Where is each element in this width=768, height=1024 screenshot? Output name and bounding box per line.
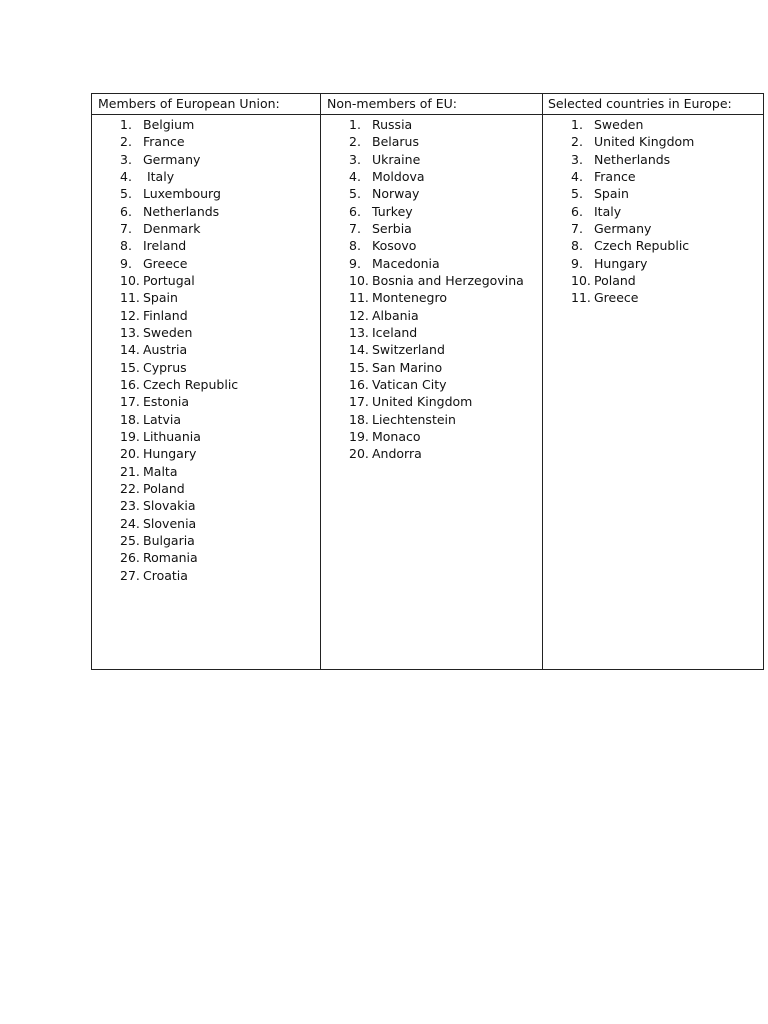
list-item-number: 19.: [349, 428, 369, 444]
list-item-number: 14.: [120, 342, 140, 358]
list-item-country: Poland: [594, 272, 636, 288]
list-item-country: Bulgaria: [143, 532, 195, 548]
list-item-number: 16.: [120, 376, 140, 392]
list-item-country: Romania: [143, 550, 198, 566]
list-item-country: Netherlands: [143, 203, 220, 219]
list-item-number: 6.: [571, 203, 583, 219]
list-item-number: 26.: [120, 550, 140, 566]
list-item-number: 25.: [120, 532, 140, 548]
list-item-number: 5.: [349, 186, 361, 202]
column-header-selected-countries: Selected countries in Europe:: [548, 96, 732, 111]
list-item-country: Germany: [594, 220, 652, 236]
list-item-country: Italy: [143, 168, 175, 184]
list-item-number: 7.: [120, 220, 132, 236]
list-item-number: 23.: [120, 498, 140, 514]
list-item-country: Albania: [372, 307, 419, 323]
list-item-country: Switzerland: [372, 342, 445, 358]
list-item-number: 20.: [120, 446, 140, 462]
list-item-number: 6.: [349, 203, 361, 219]
list-item-country: Estonia: [143, 394, 190, 410]
list-item-country: Greece: [594, 290, 639, 306]
column-divider: [320, 94, 321, 669]
countries-table: [91, 93, 764, 670]
list-item-number: 11.: [349, 290, 369, 306]
list-item-number: 2.: [120, 134, 132, 150]
list-item-country: Hungary: [594, 255, 648, 271]
list-item-country: Austria: [143, 342, 188, 358]
list-item-number: 18.: [349, 411, 369, 427]
list-item-number: 18.: [120, 411, 140, 427]
list-item-country: Sweden: [143, 324, 193, 340]
list-item-country: Moldova: [372, 168, 425, 184]
list-item-number: 8.: [349, 238, 361, 254]
list-item-number: 7.: [349, 220, 361, 236]
list-item-country: Sweden: [594, 117, 644, 132]
list-item-country: Vatican City: [372, 376, 447, 392]
list-item-number: 21.: [120, 463, 140, 479]
list-item-number: 15.: [349, 359, 369, 375]
list-item-country: Greece: [143, 255, 188, 271]
list-item-country: Bosnia and Herzegovina: [372, 272, 524, 288]
list-item-number: 11.: [571, 290, 591, 306]
list-item-country: Denmark: [143, 220, 201, 236]
list-item-country: Spain: [143, 290, 178, 306]
list-item-country: Slovakia: [143, 498, 196, 514]
list-item-number: 22.: [120, 480, 140, 496]
list-item-country: Cyprus: [143, 359, 187, 375]
list-item-country: Kosovo: [372, 238, 417, 254]
list-item-country: Belgium: [143, 117, 195, 132]
list-item-number: 8.: [571, 238, 583, 254]
list-item-number: 11.: [120, 290, 140, 306]
column-divider: [542, 94, 543, 669]
list-item-country: Serbia: [372, 220, 412, 236]
list-item-number: 24.: [120, 515, 140, 531]
list-item-number: 17.: [120, 394, 140, 410]
list-item-number: 8.: [120, 238, 132, 254]
list-item-number: 19.: [120, 428, 140, 444]
list-item-country: Poland: [143, 480, 185, 496]
list-item-number: 4.: [571, 168, 583, 184]
list-item-country: Turkey: [372, 203, 413, 219]
list-item-number: 27.: [120, 567, 140, 583]
list-item-number: 12.: [120, 307, 140, 323]
list-item-number: 1.: [349, 117, 361, 132]
list-item-country: Andorra: [372, 446, 422, 462]
list-item-country: Czech Republic: [594, 238, 690, 254]
list-item-number: 16.: [349, 376, 369, 392]
list-item-country: Liechtenstein: [372, 411, 456, 427]
list-item-country: Spain: [594, 186, 629, 202]
list-item-country: Malta: [143, 463, 178, 479]
list-item-number: 6.: [120, 203, 132, 219]
list-item-country: Ukraine: [372, 151, 421, 167]
list-item-number: 17.: [349, 394, 369, 410]
list-item-number: 10.: [349, 272, 369, 288]
list-item-country: Lithuania: [143, 428, 201, 444]
list-item-country: Portugal: [143, 272, 195, 288]
list-item-country: Montenegro: [372, 290, 448, 306]
list-item-country: Ireland: [143, 238, 187, 254]
list-item-number: 2.: [571, 134, 583, 150]
list-item-number: 9.: [571, 255, 583, 271]
list-item-country: United Kingdom: [372, 394, 473, 410]
list-item-number: 5.: [571, 186, 583, 202]
list-item-number: 2.: [349, 134, 361, 150]
list-item-country: Monaco: [372, 428, 421, 444]
list-item-country: Iceland: [372, 324, 418, 340]
list-item-country: Latvia: [143, 411, 182, 427]
list-item-country: Netherlands: [594, 151, 671, 167]
list-item-number: 20.: [349, 446, 369, 462]
list-item-country: France: [594, 168, 636, 184]
list-item-number: 1.: [571, 117, 583, 132]
list-item-number: 10.: [571, 272, 591, 288]
list-item-number: 9.: [349, 255, 361, 271]
list-item-country: Hungary: [143, 446, 197, 462]
list-item-number: 14.: [349, 342, 369, 358]
list-item-country: Germany: [143, 151, 201, 167]
list-item-country: Croatia: [143, 567, 188, 583]
list-item-country: France: [143, 134, 185, 150]
list-item-number: 13.: [120, 324, 140, 340]
list-item-number: 7.: [571, 220, 583, 236]
list-item-number: 4.: [120, 168, 132, 184]
list-item-country: Italy: [594, 203, 622, 219]
list-item-country: United Kingdom: [594, 134, 695, 150]
list-item-country: Norway: [372, 186, 420, 202]
list-item-number: 3.: [120, 151, 132, 167]
list-item-country: Luxembourg: [143, 186, 221, 202]
list-item-number: 10.: [120, 272, 140, 288]
list-item-country: Belarus: [372, 134, 419, 150]
list-item-number: 15.: [120, 359, 140, 375]
column-header-non-members: Non-members of EU:: [327, 96, 458, 111]
list-item-country: San Marino: [372, 359, 443, 375]
list-item-country: Slovenia: [143, 515, 197, 531]
list-item-number: 3.: [571, 151, 583, 167]
list-item-number: 9.: [120, 255, 132, 271]
column-header-eu-members: Members of European Union:: [98, 96, 280, 111]
list-item-number: 13.: [349, 324, 369, 340]
list-item-number: 4.: [349, 168, 361, 184]
list-item-number: 12.: [349, 307, 369, 323]
list-item-number: 3.: [349, 151, 361, 167]
list-item-country: Czech Republic: [143, 376, 239, 392]
list-item-number: 1.: [120, 117, 132, 132]
list-item-number: 5.: [120, 186, 132, 202]
list-item-country: Russia: [372, 117, 413, 132]
list-item-country: Macedonia: [372, 255, 440, 271]
list-item-country: Finland: [143, 307, 188, 323]
